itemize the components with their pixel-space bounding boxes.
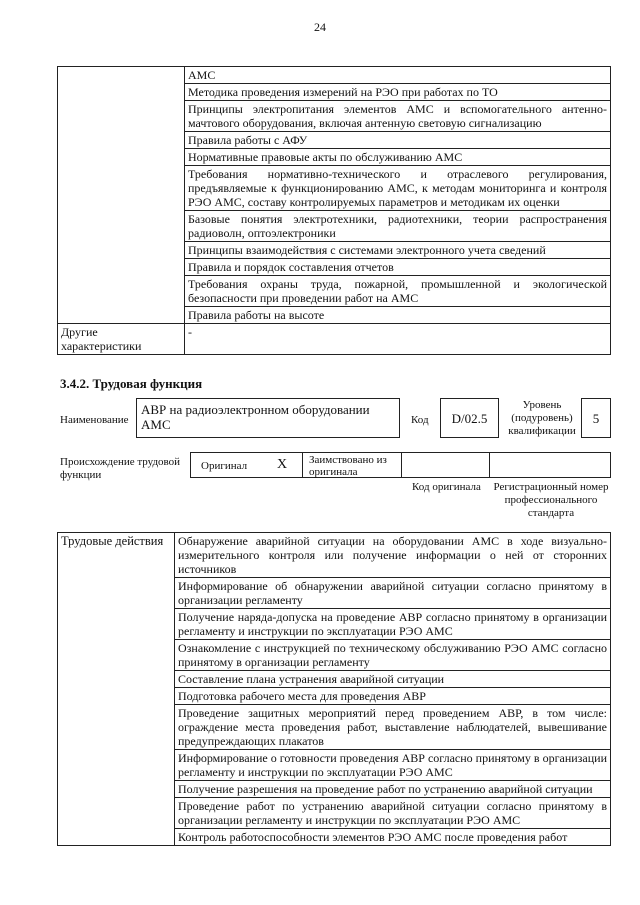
table-cell: Ознакомление с инструкцией по техническому обслуживанию РЭО АМС согласно принятому в организации регламенту	[175, 640, 611, 671]
table-cell: Принципы взаимодействия с системами электронного учета сведений	[185, 242, 611, 259]
table-cell: Составление плана устранения аварийной ситуации	[175, 671, 611, 688]
original-label: Оригинал	[201, 460, 248, 472]
origin-box	[190, 452, 611, 478]
table-cell: Проведение защитных мероприятий перед проведением АВР, в том числе: ограждение места проведения работ, выставление наблюдателей, вывешивание предупреждающих плакатов	[175, 705, 611, 750]
table-row	[58, 67, 611, 84]
table-cell: АМС	[185, 67, 611, 84]
knowledge-table	[57, 66, 611, 355]
original-mark: X	[277, 457, 288, 472]
labour-actions-label: Трудовые действия	[58, 533, 175, 846]
table-cell: Информирование о готовности проведения АВР согласно принятому в организации регламенту и инструкции по эксплуатации РЭО АМС	[175, 750, 611, 781]
code-original-caption: Код оригинала	[412, 481, 481, 493]
other-characteristics-value: -	[185, 324, 611, 355]
borrowed-label: Заимствовано из оригинала	[309, 454, 387, 478]
table-cell: Правила и порядок составления отчетов	[185, 259, 611, 276]
table-cell: Обнаружение аварийной ситуации на оборудовании АМС в ходе визуально-измерительного контроля или получение информации о ней от сторонних источников	[175, 533, 611, 578]
section-title: 3.4.2. Трудовая функция	[60, 376, 203, 391]
table-cell: Получение разрешения на проведение работ по устранению аварийной ситуации	[175, 781, 611, 798]
reg-number-caption: Регистрационный номер профессионального стандарта	[493, 481, 609, 519]
function-code-value: D/02.5	[440, 398, 499, 438]
cell-divider	[302, 453, 303, 477]
table-cell: Требования охраны труда, пожарной, промышленной и экологической безопасности при проведении работ на АМС	[185, 276, 611, 307]
table-cell: Контроль работоспособности элементов РЭО АМС после проведения работ	[175, 829, 611, 846]
other-characteristics-label: Другие характеристики	[58, 324, 185, 355]
table-cell: Базовые понятия электротехники, радиотехники, теории распространения радиоволн, оптоэлектроники	[185, 211, 611, 242]
table-cell: Нормативные правовые акты по обслуживанию АМС	[185, 149, 611, 166]
knowledge-label-cell	[58, 67, 185, 324]
table-cell: Принципы электропитания элементов АМС и вспомогательного антенно-мачтового оборудования, включая антенную световую сигнализацию	[185, 101, 611, 132]
table-cell: Методика проведения измерений на РЭО при работах по ТО	[185, 84, 611, 101]
table-cell: Получение наряда-допуска на проведение АВР согласно принятому в организации регламенту и инструкции по эксплуатации РЭО АМС	[175, 609, 611, 640]
cell-divider	[401, 453, 402, 477]
labour-actions-table	[57, 532, 611, 846]
table-cell: Проведение работ по устранению аварийной ситуации согласно принятому в организации регламенту и инструкции по эксплуатации РЭО АМС	[175, 798, 611, 829]
table-row	[58, 324, 611, 355]
table-cell: Требования нормативно-технического и отраслевого регулирования, предъявляемые к функционированию АМС, к методам мониторинга и контроля РЭО АМС, составу контролируемых параметров и методикам их оценки	[185, 166, 611, 211]
table-cell: Правила работы на высоте	[185, 307, 611, 324]
table-row	[58, 533, 611, 578]
origin-label: Происхождение трудовой функции	[60, 456, 181, 481]
code-label: Код	[411, 414, 429, 426]
qualification-level-value: 5	[581, 398, 611, 438]
table-cell: Информирование об обнаружении аварийной ситуации согласно принятому в организации регламенту	[175, 578, 611, 609]
name-label: Наименование	[60, 414, 129, 426]
table-cell: Подготовка рабочего места для проведения АВР	[175, 688, 611, 705]
function-name-value: АВР на радиоэлектронном оборудовании АМС	[136, 398, 400, 438]
cell-divider	[489, 453, 490, 477]
qualification-level-label: Уровень (подуровень) квалификации	[508, 399, 576, 437]
page-number: 24	[314, 20, 326, 34]
table-cell: Правила работы с АФУ	[185, 132, 611, 149]
